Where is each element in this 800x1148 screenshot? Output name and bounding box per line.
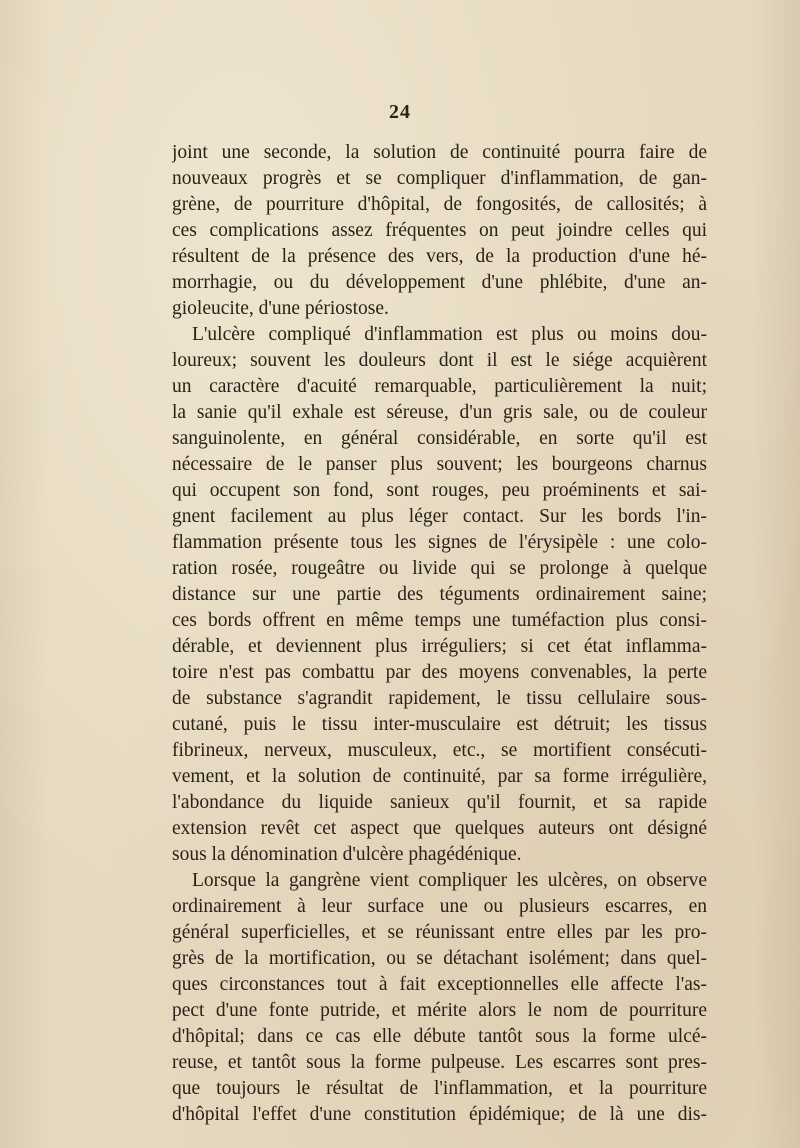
text-line: fibrineux, nerveux, musculeux, etc., se mortifient consécuti- (172, 740, 707, 761)
paragraph-start-line: Lorsque la gangrène vient compliquer les ulcères, on observe (192, 870, 707, 891)
page-number: 24 (389, 101, 411, 123)
text-line: l'abondance du liquide sanieux qu'il fournit, et sa rapide (172, 792, 707, 813)
text-line: cutané, puis le tissu inter-musculaire est détruit; les tissus (172, 714, 707, 735)
text-line: loureux; souvent les douleurs dont il est le siége acquièrent (172, 350, 707, 371)
text-line: toire n'est pas combattu par des moyens convenables, la perte (172, 662, 707, 683)
text-line: un caractère d'acuité remarquable, particulièrement la nuit; (172, 376, 707, 397)
text-line: reuse, et tantôt sous la forme pulpeuse. Les escarres sont pres- (172, 1052, 707, 1073)
text-line: ration rosée, rougeâtre ou livide qui se prolonge à quelque (172, 558, 707, 579)
text-line: nouveaux progrès et se compliquer d'inflammation, de gan- (172, 168, 707, 189)
text-line: morrhagie, ou du développement d'une phlébite, d'une an- (172, 272, 707, 293)
text-line: gioleucite, d'une périostose. (172, 298, 389, 319)
text-line: nécessaire de le panser plus souvent; les bourgeons charnus (172, 454, 707, 475)
text-line: de substance s'agrandit rapidement, le tissu cellulaire sous- (172, 688, 707, 709)
text-line: vement, et la solution de continuité, par sa forme irrégulière, (172, 766, 707, 787)
text-line: ordinairement à leur surface une ou plusieurs escarres, en (172, 896, 707, 917)
text-line: flammation présente tous les signes de l'érysipèle : une colo- (172, 532, 707, 553)
paragraph-start-line: L'ulcère compliqué d'inflammation est plus ou moins dou- (192, 324, 707, 345)
text-line: extension revêt cet aspect que quelques auteurs ont désigné (172, 818, 707, 839)
text-line: pect d'une fonte putride, et mérite alors le nom de pourriture (172, 1000, 707, 1021)
text-line: grès de la mortification, ou se détachant isolément; dans quel- (172, 948, 707, 969)
text-line: d'hôpital l'effet d'une constitution épidémique; de là une dis- (172, 1104, 707, 1125)
text-line: joint une seconde, la solution de continuité pourra faire de (172, 142, 707, 163)
text-line: qui occupent son fond, sont rouges, peu proéminents et sai- (172, 480, 707, 501)
text-line: dérable, et deviennent plus irréguliers; si cet état inflamma- (172, 636, 707, 657)
text-line: grène, de pourriture d'hôpital, de fongosités, de callosités; à (172, 194, 707, 215)
body-text (172, 140, 707, 1128)
text-line: gnent facilement au plus léger contact. Sur les bords l'in- (172, 506, 707, 527)
text-line: résultent de la présence des vers, de la production d'une hé- (172, 246, 707, 267)
text-line: la sanie qu'il exhale est séreuse, d'un gris sale, ou de couleur (172, 402, 707, 423)
text-line: ces complications assez fréquentes on peut joindre celles qui (172, 220, 707, 241)
text-line: que toujours le résultat de l'inflammation, et la pourriture (172, 1078, 707, 1099)
text-line: ces bords offrent en même temps une tuméfaction plus consi- (172, 610, 707, 631)
text-line: distance sur une partie des téguments ordinairement saine; (172, 584, 707, 605)
text-line: d'hôpital; dans ce cas elle débute tantôt sous la forme ulcé- (172, 1026, 707, 1047)
text-line: général superficielles, et se réunissant entre elles par les pro- (172, 922, 707, 943)
text-line: sous la dénomination d'ulcère phagédénique. (172, 844, 522, 865)
text-line: sanguinolente, en général considérable, en sorte qu'il est (172, 428, 707, 449)
text-line: ques circonstances tout à fait exceptionnelles elle affecte l'as- (172, 974, 707, 995)
